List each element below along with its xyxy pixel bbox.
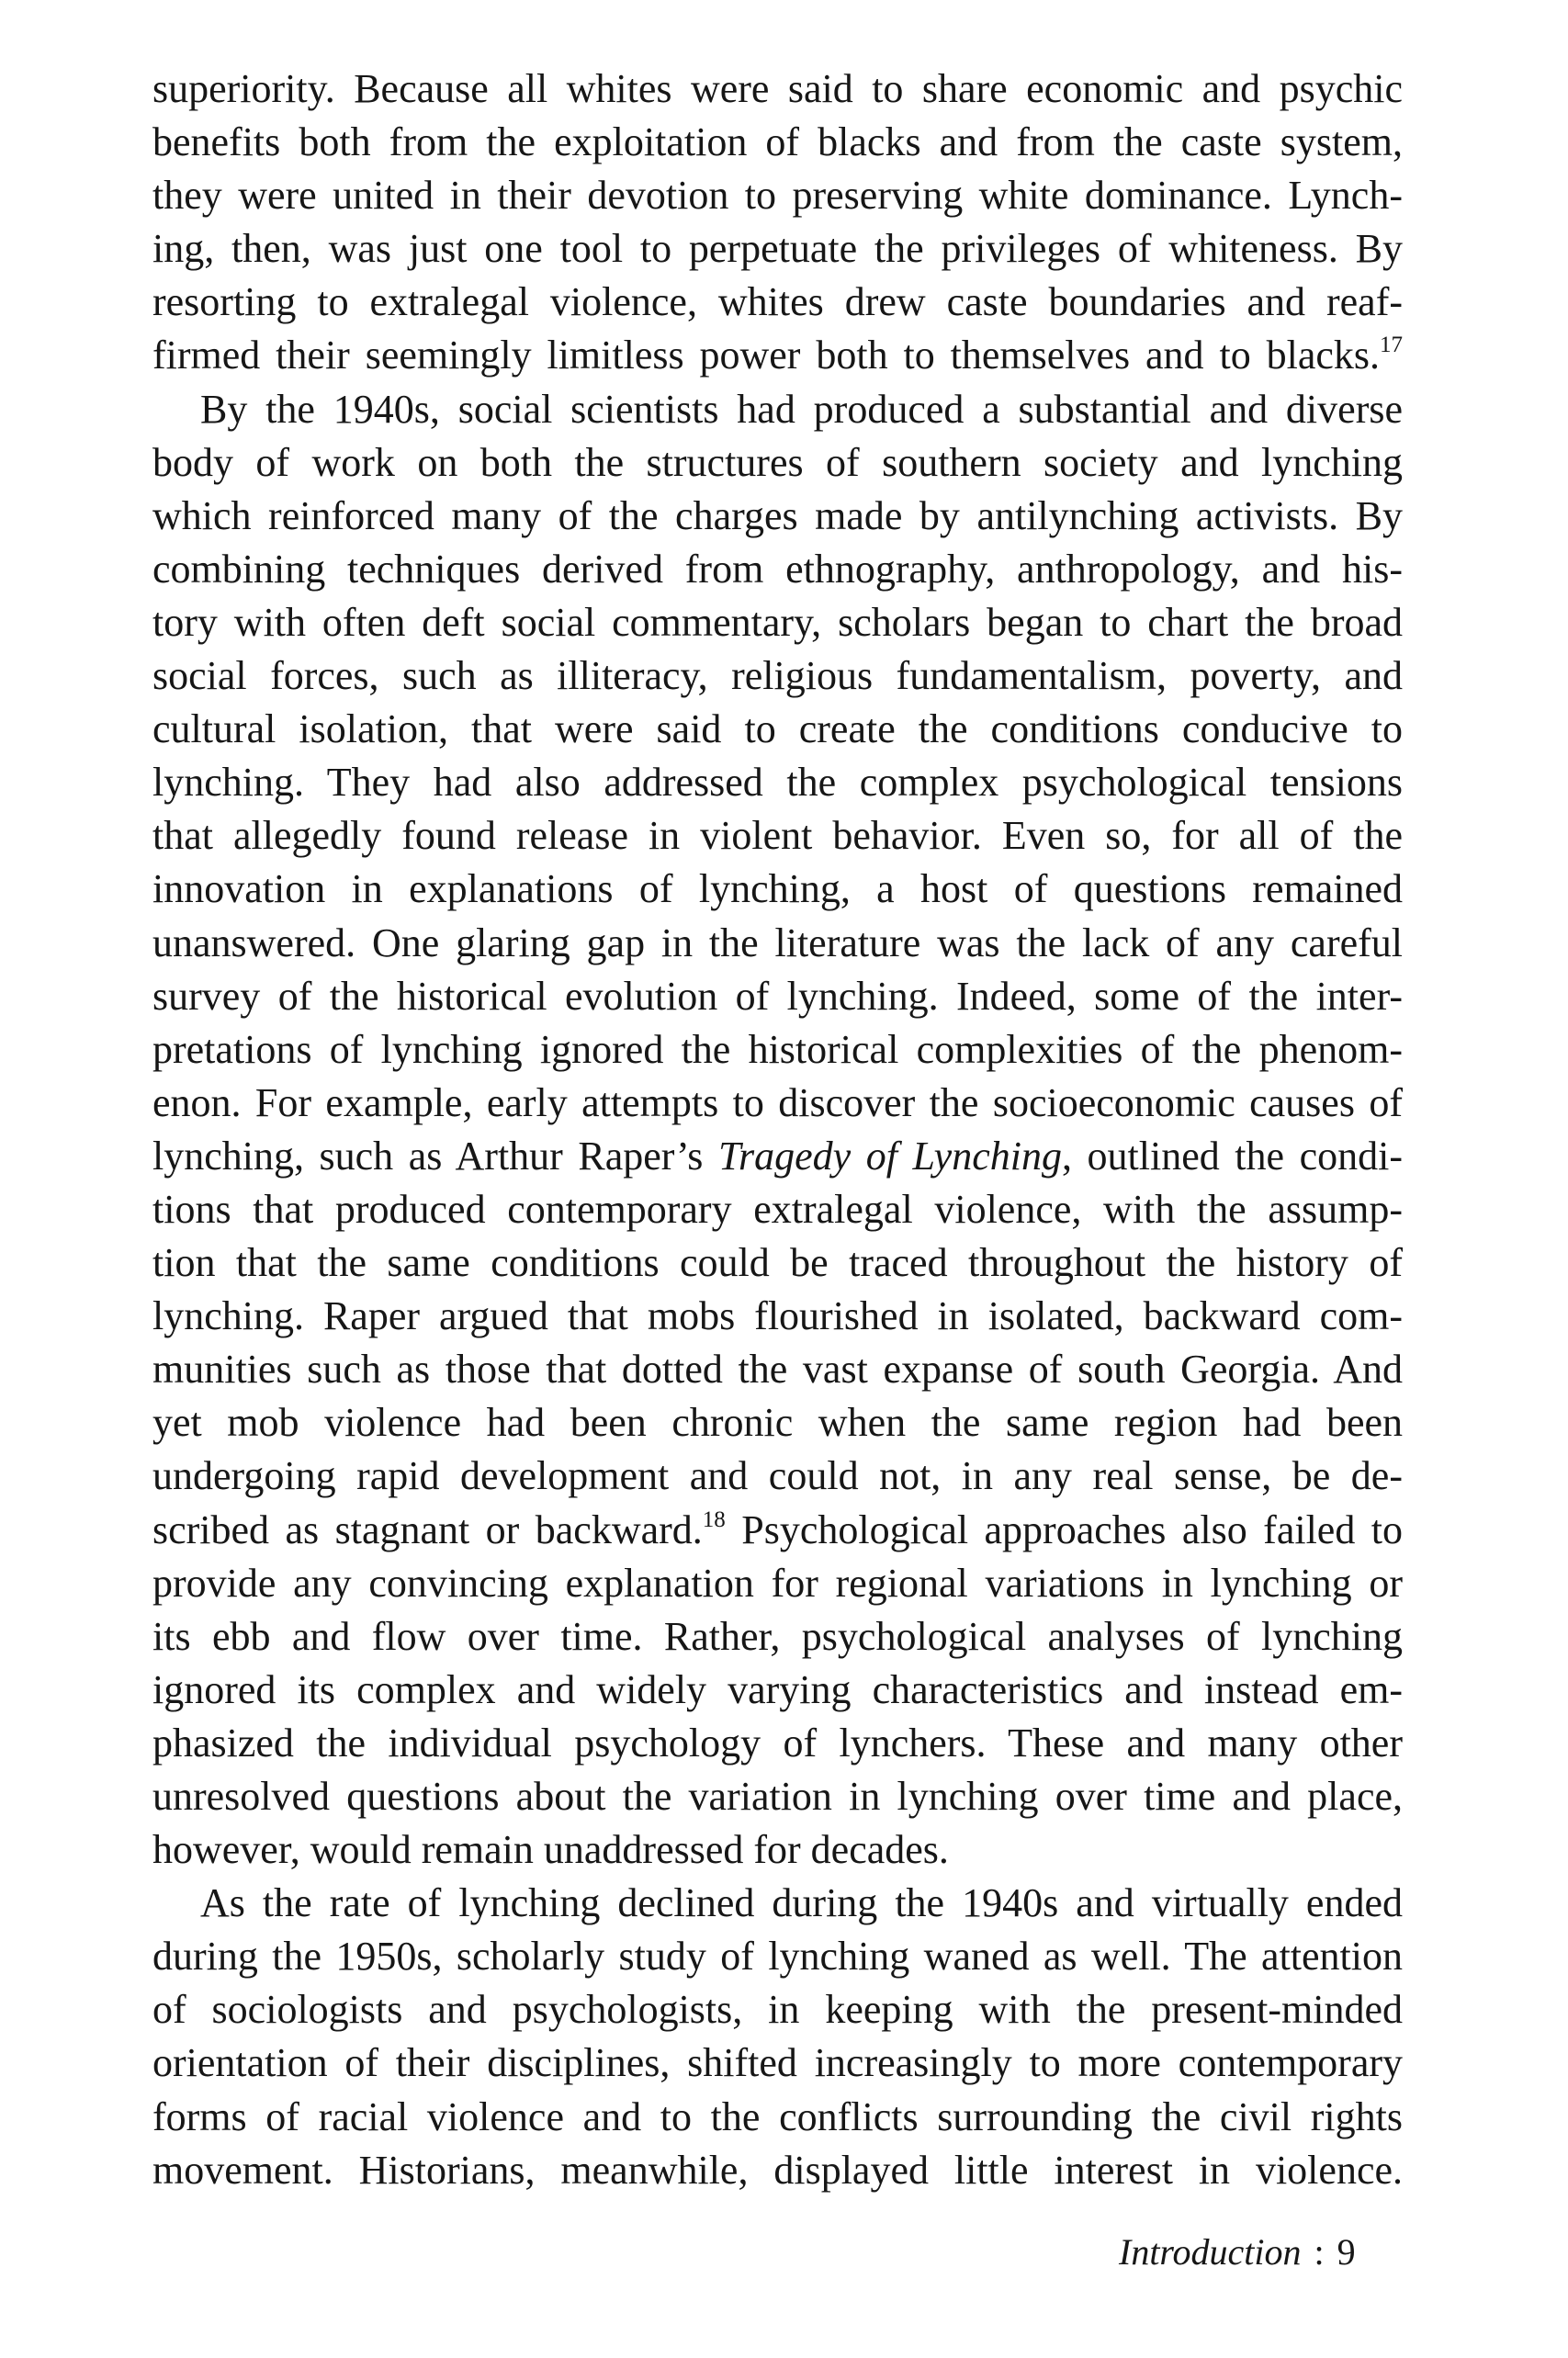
text-run: superiority. Because all whites were said to share economic and psychic (152, 66, 1403, 111)
text-line (152, 703, 1403, 756)
text-line (152, 1343, 1403, 1396)
text-run: however, would remain unaddressed for decades. (152, 1827, 949, 1873)
text-run: pretations of lynching ignored the historical complexities of the phenom- (152, 1026, 1403, 1072)
text-run: that allegedly found release in violent behavior. Even so, for all of the (152, 813, 1403, 859)
text-line (152, 1450, 1403, 1503)
text-run: lynching. Raper argued that mobs flourished in isolated, backward com- (152, 1293, 1403, 1339)
book-title: Tragedy of Lynching (717, 1133, 1062, 1179)
text-line (152, 1664, 1403, 1717)
text-run: ing, then, was just one tool to perpetuate the privileges of whiteness. By (152, 226, 1403, 272)
text-line (152, 1023, 1403, 1077)
text-run: By the 1940s, social scientists had produced a substantial and diverse (200, 386, 1403, 432)
text-line (152, 62, 1403, 116)
text-line (152, 1877, 1403, 1930)
text-line (152, 1077, 1403, 1130)
text-run: tions that produced contemporary extralegal violence, with the assump- (152, 1186, 1403, 1232)
running-footer (1119, 2230, 1356, 2273)
body-text (152, 62, 1403, 2197)
text-line (152, 1183, 1403, 1236)
text-run: during the 1950s, scholarly study of lynching waned as well. The attention (152, 1934, 1403, 1980)
text-run: enon. For example, early attempts to discover the socioeconomic causes of (152, 1079, 1403, 1125)
footer-separator: : (1314, 2231, 1325, 2273)
text-run: , outlined the condi- (1061, 1133, 1403, 1179)
text-run: orientation of their disciplines, shifted increasingly to more contemporary (152, 2040, 1403, 2086)
text-line (152, 596, 1403, 649)
text-line (152, 1130, 1403, 1183)
text-run: tion that the same conditions could be traced throughout the history of (152, 1240, 1403, 1286)
text-run: munities such as those that dotted the vast expanse of south Georgia. And (152, 1347, 1403, 1393)
text-line (152, 329, 1403, 382)
text-line (152, 2091, 1403, 2144)
text-run: movement. Historians, meanwhile, displayed little interest in violence. (152, 2147, 1403, 2193)
text-run: tory with often deft social commentary, scholars began to chart the broad (152, 599, 1403, 645)
text-line (152, 116, 1403, 169)
text-line (152, 1236, 1403, 1290)
text-run: lynching, such as Arthur Raper’s (152, 1133, 718, 1179)
text-line (152, 2144, 1403, 2197)
text-line (152, 970, 1403, 1023)
text-line (152, 276, 1403, 329)
text-line (152, 649, 1403, 703)
text-run: undergoing rapid development and could not, in any real sense, be de- (152, 1453, 1403, 1499)
footnote-ref: 17 (1380, 333, 1403, 358)
text-run: provide any convincing explanation for regional variations in lynching or (152, 1560, 1403, 1606)
text-run: combining techniques derived from ethnography, anthropology, and his- (152, 546, 1403, 592)
text-line (152, 1290, 1403, 1343)
text-line (152, 543, 1403, 596)
text-line (152, 2036, 1403, 2090)
text-run: cultural isolation, that were said to create the conditions conducive to (152, 706, 1403, 752)
footer-section-title: Introduction (1119, 2231, 1302, 2273)
text-line (152, 1557, 1403, 1610)
text-run: unresolved questions about the variation in lynching over time and place, (152, 1774, 1403, 1819)
paragraph (152, 62, 1403, 383)
text-line (152, 490, 1403, 543)
text-line (152, 1983, 1403, 2036)
text-line (152, 436, 1403, 490)
page-number: 9 (1337, 2231, 1356, 2273)
text-run: forms of racial violence and to the conflicts surrounding the civil rights (152, 2093, 1403, 2139)
text-run: of sociologists and psychologists, in keeping with the present-minded (152, 1987, 1403, 2033)
text-line (152, 809, 1403, 863)
text-line (152, 917, 1403, 970)
text-line (152, 383, 1403, 436)
text-line (152, 1717, 1403, 1770)
text-run: yet mob violence had been chronic when the same region had been (152, 1400, 1403, 1446)
text-line (152, 1504, 1403, 1557)
text-line (152, 169, 1403, 222)
text-run: they were united in their devotion to preserving white dominance. Lynch- (152, 173, 1403, 219)
text-run: benefits both from the exploitation of blacks and from the caste system, (152, 119, 1403, 165)
text-run: firmed their seemingly limitless power both to themselves and to blacks. (152, 333, 1380, 378)
text-run: Psychological approaches also failed to (725, 1506, 1403, 1552)
text-run: scribed as stagnant or backward. (152, 1506, 703, 1552)
paragraph (152, 383, 1403, 1878)
text-run: body of work on both the structures of southern society and lynching (152, 439, 1403, 485)
text-line (152, 1930, 1403, 1983)
text-run: which reinforced many of the charges made by antilynching activists. By (152, 492, 1403, 538)
text-line (152, 1396, 1403, 1450)
text-run: lynching. They had also addressed the complex psychological tensions (152, 760, 1403, 806)
footnote-ref: 18 (702, 1506, 726, 1532)
text-run: ignored its complex and widely varying characteristics and instead em- (152, 1666, 1403, 1712)
text-line (152, 863, 1403, 916)
text-line (152, 756, 1403, 809)
text-run: social forces, such as illiteracy, religious fundamentalism, poverty, and (152, 653, 1403, 699)
text-line (152, 222, 1403, 276)
text-line (152, 1770, 1403, 1823)
text-line (152, 1823, 1403, 1877)
text-run: As the rate of lynching declined during the 1940s and virtually ended (200, 1880, 1403, 1926)
text-run: phasized the individual psychology of lynchers. These and many other (152, 1720, 1403, 1766)
text-line (152, 1610, 1403, 1664)
text-run: innovation in explanations of lynching, a host of questions remained (152, 866, 1403, 912)
text-run: unanswered. One glaring gap in the literature was the lack of any careful (152, 920, 1403, 965)
text-run: its ebb and flow over time. Rather, psychological analyses of lynching (152, 1613, 1403, 1659)
text-run: resorting to extralegal violence, whites drew caste boundaries and reaf- (152, 279, 1403, 325)
paragraph (152, 1877, 1403, 2197)
text-run: survey of the historical evolution of lynching. Indeed, some of the inter- (152, 973, 1403, 1019)
